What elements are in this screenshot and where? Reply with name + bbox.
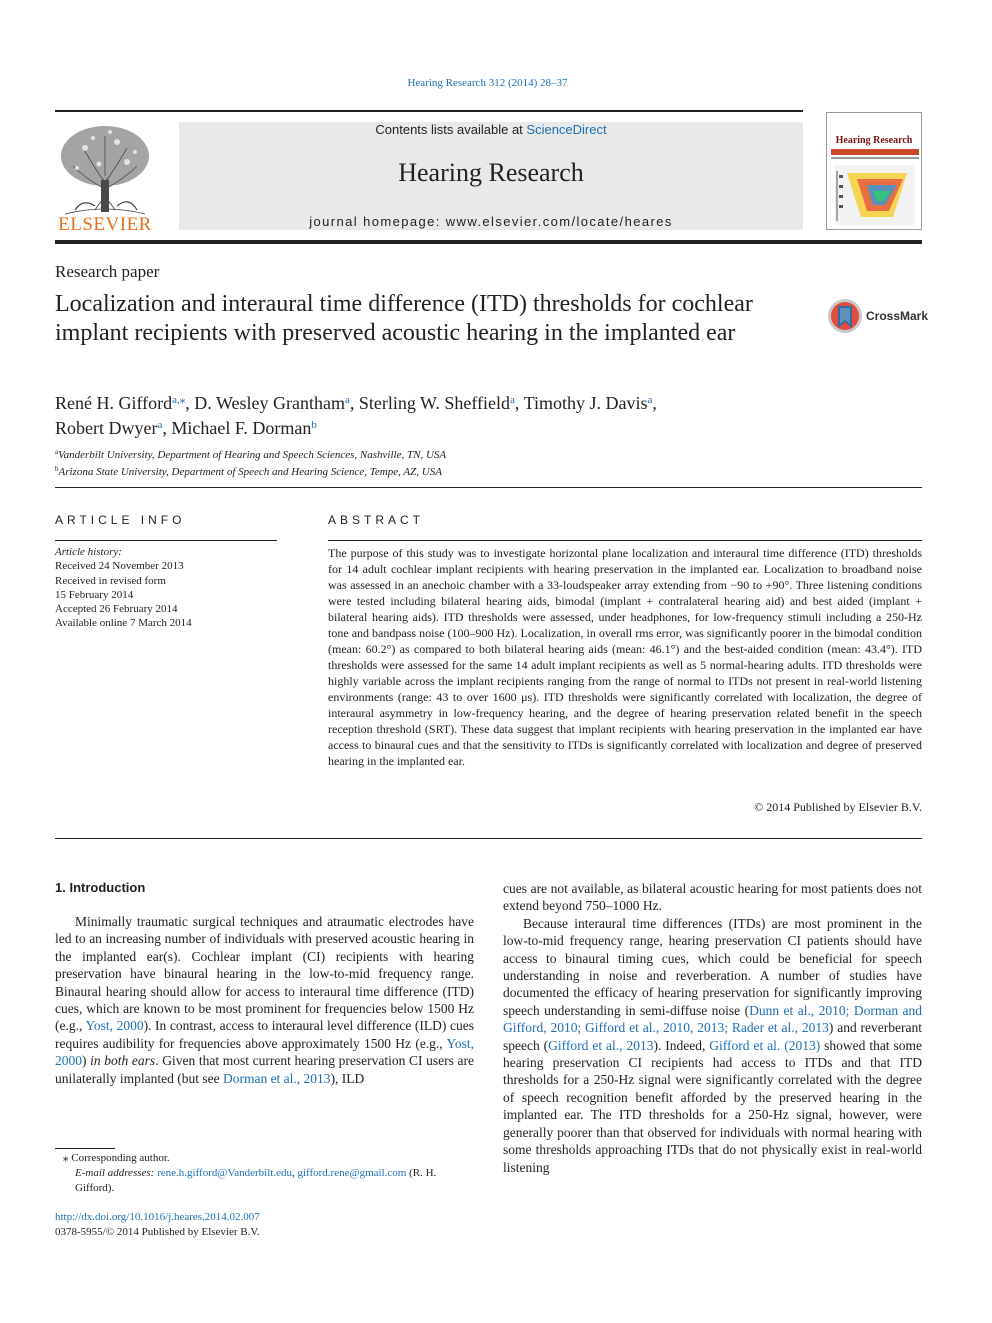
abstract-bottom-rule — [55, 838, 922, 839]
issn-line: 0378-5955/© 2014 Published by Elsevier B.V. — [55, 1226, 260, 1238]
author-name[interactable]: René H. Gifford — [55, 393, 173, 413]
author-affiliation-mark[interactable]: a — [510, 394, 515, 406]
elsevier-wordmark: ELSEVIER — [58, 214, 152, 235]
history-item: Accepted 26 February 2014 — [55, 603, 178, 616]
history-item: Available online 7 March 2014 — [55, 617, 192, 630]
abstract-copyright: © 2014 Published by Elsevier B.V. — [754, 800, 922, 814]
article-title: Localization and interaural time difference (ITD) thresholds for cochlear implant recipients with preserved acoustic hearing in the implanted ear — [55, 291, 753, 346]
abstract-rule — [328, 540, 922, 541]
email-link[interactable]: gifford.rene@gmail.com — [297, 1167, 407, 1179]
cover-art-icon — [827, 113, 922, 230]
crossmark-badge[interactable] — [826, 296, 929, 336]
corresponding-author-footnote: ⁎ Corresponding author. E-mail addresses: rene.h.gifford@Vanderbilt.edu, gifford.rene@gmail.com (R. H. Gifford). — [63, 1152, 437, 1194]
footnote-marker: ⁎ — [63, 1152, 69, 1164]
journal-cover-thumbnail[interactable] — [826, 112, 922, 230]
reference-link[interactable]: Gifford et al. (2013) — [709, 1037, 821, 1053]
doi-link[interactable]: http://dx.doi.org/10.1016/j.heares.2014.02.007 — [55, 1211, 260, 1223]
intro-paragraph-2: Because interaural time differences (ITDs) are most prominent in the low-to-mid frequency range, hearing preservation CI patients should have access to binaural timing cues, which could be beneficial for speech understanding in noise and reverberation. A number of studies have documented the efficacy of hearing preservation for significantly improving speech understanding in semi-diffuse noise (Dunn et al., 2010; Dorman and Gifford, 2010; Gifford et al., 2010, 2013; Rader et al., 2013) and reverberant speech (Gifford et al., 2013). Indeed, Gifford et al. (2013) showed that some hearing preservation CI recipients had access to ITDs and that ITD thresholds for a 250-Hz signal were significantly correlated with the degree of speech recognition benefit afforded by the preserved hearing in the implanted ear. The ITD thresholds for a 250-Hz signal, however, were generally poorer than that observed for individuals with normal hearing with some thresholds approaching ITDs that do not physically exist in real-world listening — [503, 915, 922, 1175]
journal-name: Hearing Research — [398, 158, 584, 187]
contents-line: Contents lists available at ScienceDirect — [375, 122, 607, 137]
affiliation-item: $^a$Vanderbilt University, Department of Hearing and Speech Sciences, Nashville, TN, USA — [55, 448, 447, 461]
body-column-left — [55, 880, 474, 1087]
intro-paragraph-1: Minimally traumatic surgical techniques and atraumatic electrodes have led to an increasing number of individuals with preserved acoustic hearing in the implanted ear(s). Cochlear implant (CI) recipients with hearing preservation have binaural hearing in the low-to-mid frequency range. Binaural hearing should allow for access to interaural time difference (ITD) cues, which are known to be most prominent for frequencies below 1500 Hz (e.g., Yost, 2000). In contrast, access to interaural level difference (ILD) cues requires audibility for frequencies above approximately 1500 Hz (e.g., Yost, 2000) in both ears. Given that most current hearing preservation CI users are unilaterally implanted (but see Dorman et al., 2013), ILD — [55, 914, 474, 1086]
author-affiliation-mark[interactable]: a — [344, 394, 350, 406]
author-affiliation-mark[interactable]: a,⁎ — [172, 394, 186, 406]
body-column-right — [503, 880, 922, 1176]
reference-link[interactable]: Dorman et al., 2013 — [222, 1070, 331, 1086]
title-block-rule — [55, 487, 922, 488]
history-label: Article history: — [55, 546, 122, 558]
author-name[interactable]: Michael F. Dorman — [171, 418, 312, 438]
article-type: Research paper — [55, 262, 160, 281]
intro-paragraph-1-continued: cues are not available, as bilateral acoustic hearing for most patients does not extend beyond 750–1000 Hz. — [503, 881, 922, 914]
footnote-rule — [55, 1148, 115, 1149]
crossmark-label: CrossMark — [866, 309, 929, 323]
reference-link[interactable]: Yost, 2000 — [55, 1035, 474, 1069]
reference-link[interactable]: Gifford et al., 2013 — [548, 1037, 654, 1053]
history-item: 15 February 2014 — [55, 588, 134, 601]
section-heading-introduction: 1. Introduction — [55, 880, 146, 895]
abstract-heading: ABSTRACT — [328, 513, 425, 527]
author-name[interactable]: Sterling W. Sheffield — [358, 393, 511, 413]
history-item: Received in revised form — [55, 574, 166, 587]
header-bottom-rule — [55, 240, 922, 244]
author-affiliation-mark[interactable]: a — [157, 419, 163, 431]
history-item: Received 24 November 2013 — [55, 560, 184, 573]
email-link[interactable]: rene.h.gifford@Vanderbilt.edu — [157, 1167, 292, 1179]
affiliations — [55, 445, 815, 479]
crossmark-icon — [826, 296, 864, 336]
author-name[interactable]: Timothy J. Davis — [523, 393, 648, 413]
author-affiliation-mark[interactable]: a — [647, 394, 653, 406]
article-info-heading: ARTICLE INFO — [55, 513, 186, 527]
author-name[interactable]: Robert Dwyer — [55, 418, 158, 438]
affiliation-item: $^b$Arizona State University, Department of Speech and Hearing Science, Tempe, AZ, USA — [55, 465, 442, 478]
homepage-url[interactable]: www.elsevier.com/locate/heares — [445, 214, 673, 229]
reference-link[interactable]: Dunn et al., 2010; Dorman and Gifford, 2010; Gifford et al., 2010, 2013; Rader et al., 2013 — [503, 1002, 922, 1036]
journal-banner — [179, 122, 803, 230]
author-name[interactable]: D. Wesley Grantham — [194, 393, 345, 413]
header-top-rule — [55, 110, 803, 112]
elsevier-logo[interactable] — [55, 118, 155, 234]
sciencedirect-link[interactable]: ScienceDirect — [526, 122, 607, 137]
abstract-text: The purpose of this study was to investigate horizontal plane localization and interaural time difference (ITD) thresholds for 14 adult cochlear implant recipients with hearing preservation in the implanted ear. Localization to broadband noise was assessed in an anechoic chamber with a 33-loudspeaker array extending from −90 to +90°. Three listening conditions were tested including bilateral hearing aids, bimodal (implant + contralateral hearing aid) and best aided (implant + bilateral hearing aids). ITD thresholds were assessed, under headphones, for low-frequency stimuli including a 250-Hz tone and bandpass noise (100–900 Hz). Localization, in overall rms error, was significantly poorer in the bimodal condition (mean: 60.2°) as compared to both bilateral hearing aids (mean: 46.1°) and the best-aided condition (mean: 43.4°). ITD thresholds were assessed for the same 14 adult implant recipients as well as 5 normal-hearing adults. ITD thresholds were highly variable across the implant recipients ranging from the range of normal to ITDs not present in real-world listening environments (range: 43 to over 1600 μs). ITD thresholds were significantly correlated with localization, the degree of interaural asymmetry in low-frequency hearing, and the degree of hearing preservation related benefit in the speech reception threshold (SRT). These data suggest that implant recipients with hearing preservation in the implanted ear have access to binaural cues and that the sensitivity to ITDs is significantly correlated with localization and degree of preserved hearing in the implanted ear. — [328, 546, 922, 768]
author-list: René H. Gifford$^{a,⁎}$, D. Wesley Grantham$^a$, Sterling W. Sheffield$^a$, Timothy J. Davis$^a$, Robert Dwyer$^a$, Michael F. Dorman$^b$ — [55, 393, 657, 438]
reference-link[interactable]: Yost, 2000 — [85, 1018, 144, 1034]
article-info-rule — [55, 540, 277, 541]
journal-homepage: journal homepage: www.elsevier.com/locate/heares — [309, 214, 673, 229]
cover-title: Hearing Research — [835, 135, 913, 146]
author-affiliation-mark[interactable]: b — [311, 419, 317, 431]
journal-citation[interactable]: Hearing Research 312 (2014) 28–37 — [407, 77, 568, 89]
article-history — [55, 545, 285, 631]
